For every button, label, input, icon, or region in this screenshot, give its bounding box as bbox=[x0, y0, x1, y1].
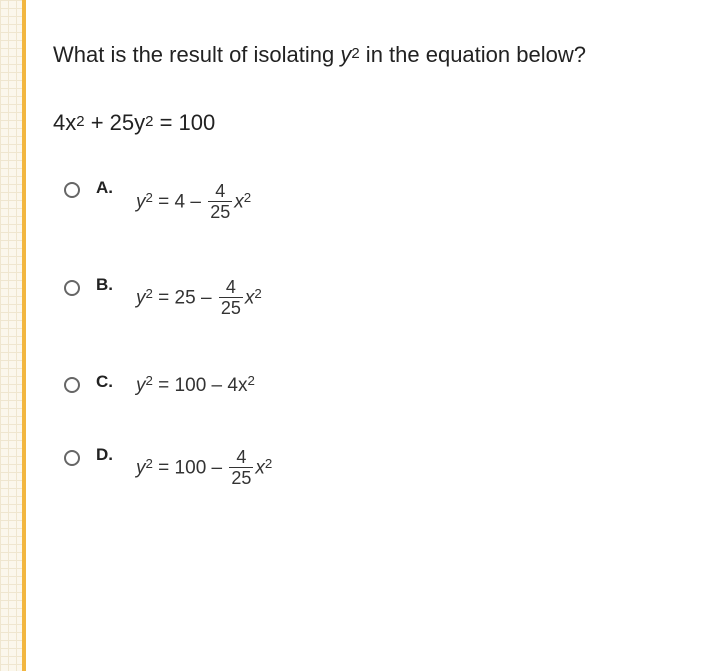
fraction-numerator: 4 bbox=[219, 277, 243, 298]
option-lhs: y bbox=[136, 287, 146, 309]
option-letter: B. bbox=[96, 275, 113, 294]
option-exponent: 2 bbox=[145, 285, 153, 301]
equation-exponent: 2 bbox=[145, 113, 154, 131]
left-accent-border bbox=[22, 0, 26, 671]
radio-button-c[interactable] bbox=[64, 377, 80, 393]
equation-term: 4x bbox=[53, 110, 77, 135]
fraction-denominator: 25 bbox=[220, 298, 241, 318]
question-text-part: What is the result of isolating bbox=[53, 42, 341, 67]
question-text bbox=[53, 40, 586, 70]
fraction bbox=[219, 277, 243, 318]
question-exponent: 2 bbox=[351, 45, 360, 63]
option-lhs: y bbox=[136, 457, 146, 479]
option-letter: A. bbox=[96, 178, 113, 197]
option-lhs: y bbox=[136, 191, 146, 213]
option-lhs: y bbox=[136, 375, 146, 396]
option-exponent: 2 bbox=[254, 285, 262, 301]
fraction-denominator: 25 bbox=[210, 202, 231, 222]
fraction-numerator: 4 bbox=[229, 447, 253, 468]
equation-rhs: = 100 bbox=[153, 110, 216, 135]
radio-button-a[interactable] bbox=[64, 182, 80, 198]
option-equals: = 25 – bbox=[152, 287, 217, 309]
radio-button-b[interactable] bbox=[64, 280, 80, 296]
option-exponent: 2 bbox=[145, 189, 153, 205]
option-variable: x bbox=[234, 191, 244, 213]
option-equals: = 4 – bbox=[152, 191, 207, 213]
question-variable: y bbox=[340, 42, 352, 67]
given-equation bbox=[53, 108, 215, 138]
option-equals: = 100 – bbox=[152, 457, 228, 479]
equation-term: + 25y bbox=[84, 110, 146, 135]
option-exponent: 2 bbox=[145, 373, 153, 389]
option-variable: x bbox=[244, 287, 255, 309]
option-variable: x bbox=[255, 457, 265, 479]
option-d-expression bbox=[136, 448, 272, 489]
question-text-part: in the equation below? bbox=[359, 42, 586, 67]
option-a-expression bbox=[136, 182, 251, 223]
fraction bbox=[229, 447, 253, 488]
option-exponent: 2 bbox=[264, 455, 273, 471]
radio-button-d[interactable] bbox=[64, 450, 80, 466]
option-exponent: 2 bbox=[243, 189, 252, 205]
left-decorative-strip bbox=[0, 0, 22, 671]
option-c-expression bbox=[136, 375, 255, 397]
fraction-denominator: 25 bbox=[231, 468, 252, 488]
option-equals: = 100 – 4x bbox=[152, 375, 248, 396]
option-exponent: 2 bbox=[247, 373, 255, 389]
option-letter: D. bbox=[96, 445, 113, 464]
fraction-numerator: 4 bbox=[208, 181, 232, 202]
fraction bbox=[208, 181, 232, 222]
option-b-expression bbox=[136, 278, 262, 319]
option-exponent: 2 bbox=[145, 455, 153, 471]
option-letter: C. bbox=[96, 372, 113, 391]
equation-exponent: 2 bbox=[76, 113, 85, 131]
